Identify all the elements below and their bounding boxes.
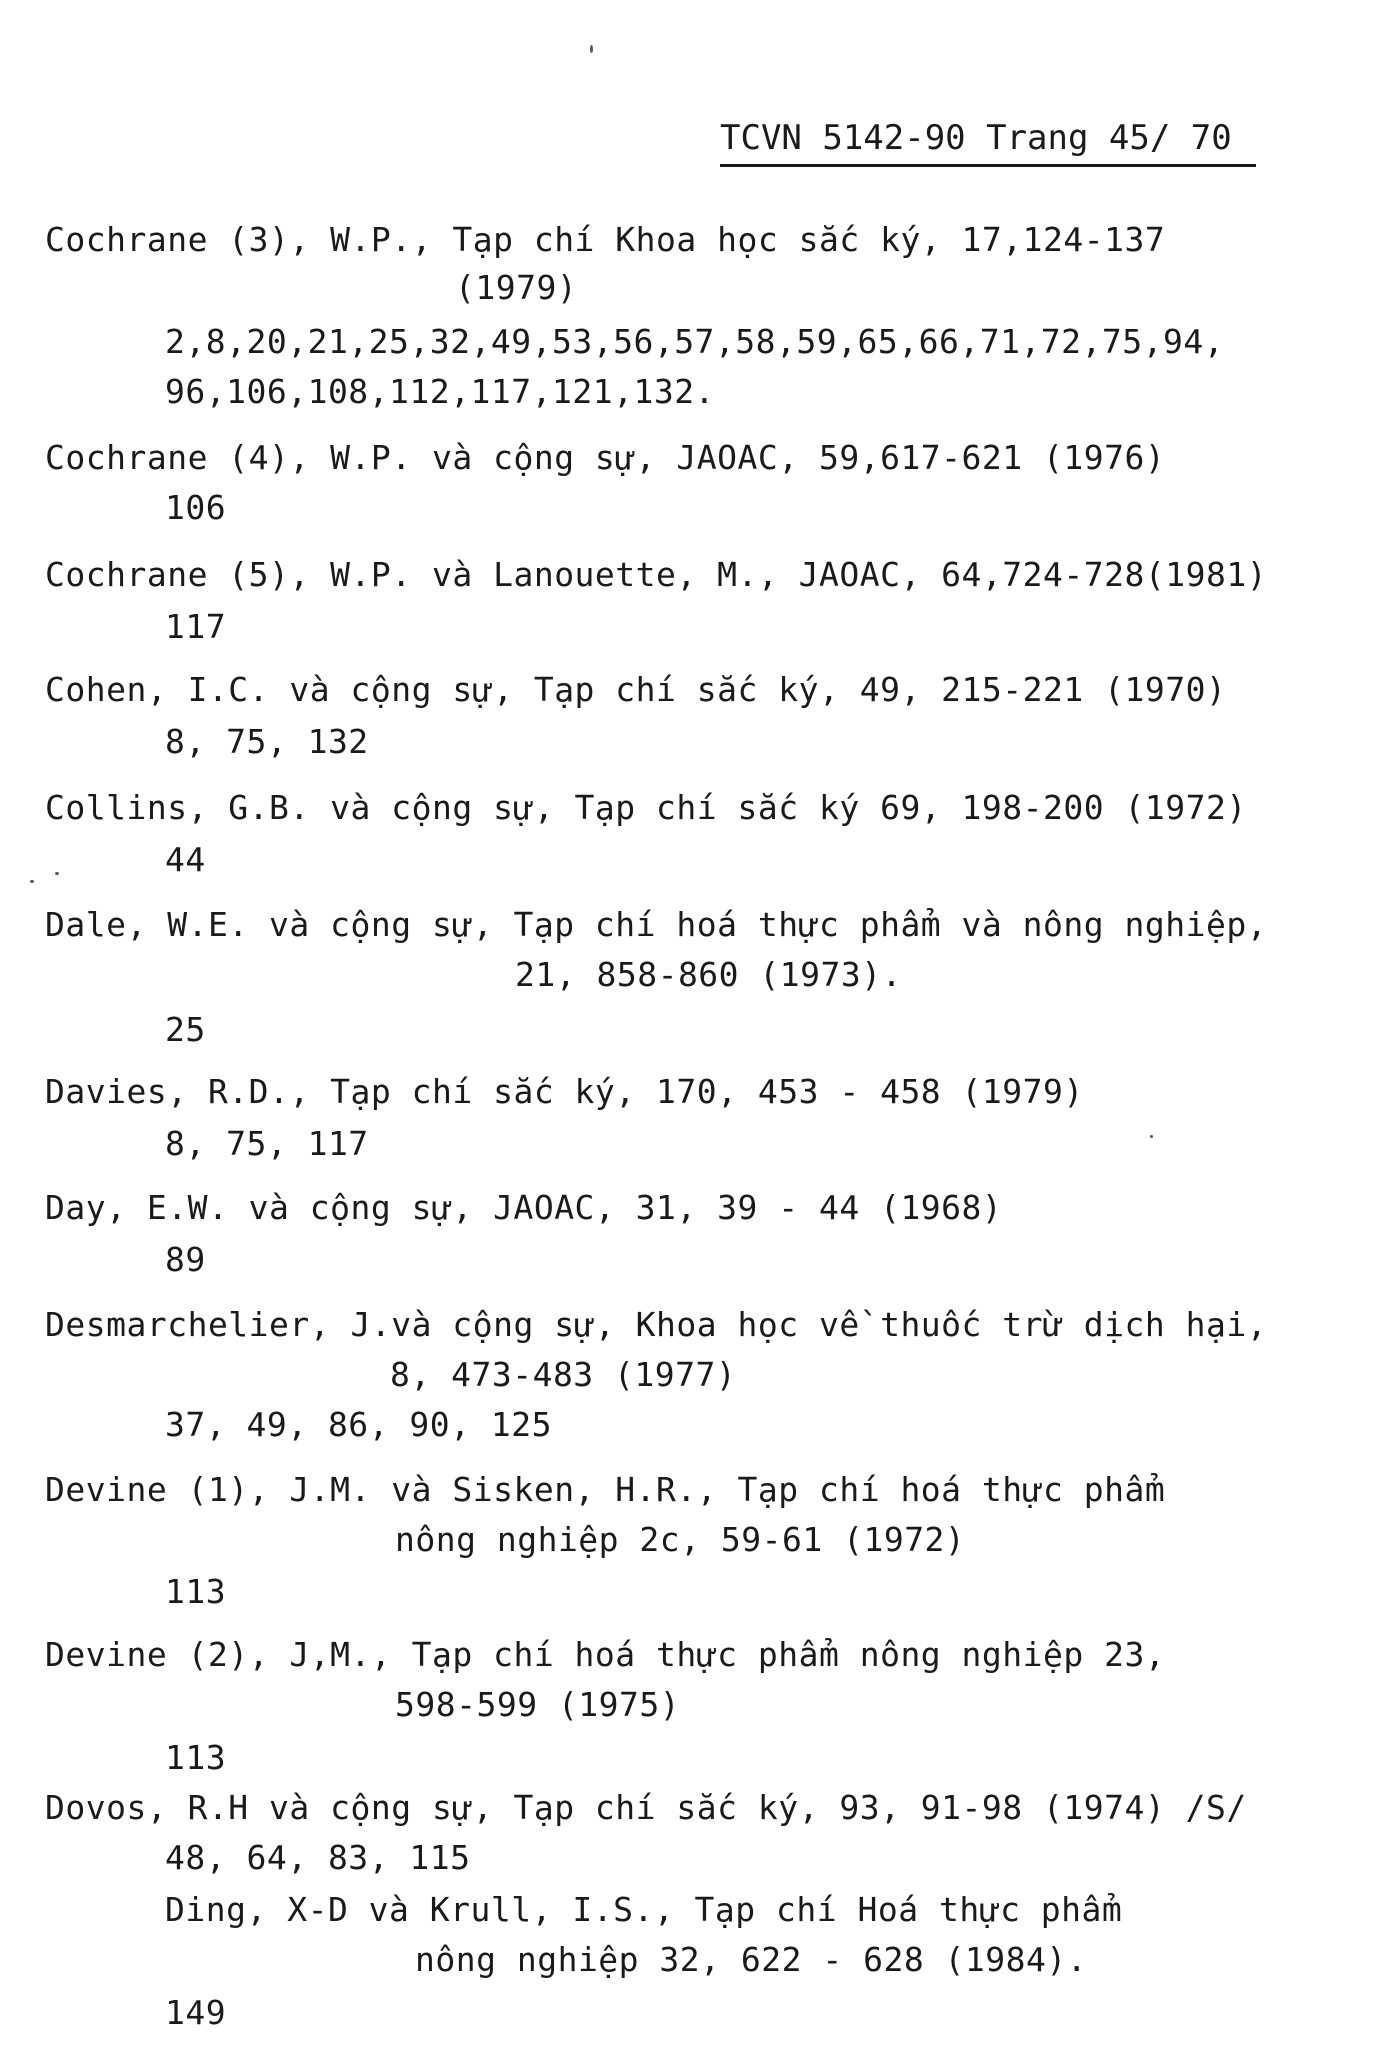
ref-title-line: Cochrane (5), W.P. và Lanouette, M., JAOAC, 64,724-728(1981) [45,555,1268,594]
ref-pages: 89 [165,1240,206,1279]
ref-title-continuation: nông nghiệp 32, 622 - 628 (1984). [415,1940,1088,1979]
ref-title-line: Collins, G.B. và cộng sự, Tạp chí sắc ký 69, 198-200 (1972) [45,788,1247,827]
ref-pages: 37, 49, 86, 90, 125 [165,1405,552,1444]
ref-title-continuation: (1979) [455,268,578,307]
ref-title-continuation: 21, 858-860 (1973). [515,955,902,994]
ref-title-line: Dovos, R.H và cộng sự, Tạp chí sắc ký, 93, 91-98 (1974) /S/ [45,1788,1247,1827]
ref-title-continuation: 598-599 (1975) [395,1685,681,1724]
ref-pages: 25 [165,1010,206,1049]
ref-title-line: Devine (1), J.M. và Sisken, H.R., Tạp chí hoá thực phẩm [45,1470,1166,1509]
ref-pages: 149 [165,1993,227,2032]
ref-title-line: Cohen, I.C. và cộng sự, Tạp chí sắc ký, 49, 215-221 (1970) [45,670,1227,709]
ref-pages: 44 [165,840,206,879]
scan-speck [30,880,34,883]
ref-pages: 117 [165,607,227,646]
page-header: TCVN 5142-90 Trang 45/ 70 [720,118,1256,167]
scan-speck [590,45,593,53]
ref-title-line: Day, E.W. và cộng sự, JAOAC, 31, 39 - 44 (1968) [45,1188,1003,1227]
ref-title-continuation: 8, 473-483 (1977) [390,1355,737,1394]
ref-title-line: Cochrane (4), W.P. và cộng sự, JAOAC, 59,617-621 (1976) [45,438,1166,477]
ref-title-line: Ding, X-D và Krull, I.S., Tạp chí Hoá thực phẩm [165,1890,1123,1929]
ref-title-line: Devine (2), J,M., Tạp chí hoá thực phẩm nông nghiệp 23, [45,1635,1166,1674]
ref-title-line: Cochrane (3), W.P., Tạp chí Khoa học sắc ký, 17,124-137 [45,220,1166,259]
ref-pages: 8, 75, 132 [165,722,369,761]
ref-title-continuation: nông nghiệp 2c, 59-61 (1972) [395,1520,966,1559]
scan-speck [1150,1135,1153,1138]
ref-pages: 106 [165,488,227,527]
scan-speck [55,872,59,875]
ref-title-line: Desmarchelier, J.và cộng sự, Khoa học về thuốc trừ dịch hại, [45,1305,1268,1344]
ref-pages: 113 [165,1572,227,1611]
ref-title-line: Dale, W.E. và cộng sự, Tạp chí hoá thực phẩm và nông nghiệp, [45,905,1268,944]
ref-pages-continuation: 96,106,108,112,117,121,132. [165,372,715,411]
ref-pages: 48, 64, 83, 115 [165,1838,471,1877]
ref-pages: 8, 75, 117 [165,1124,369,1163]
ref-title-line: Davies, R.D., Tạp chí sắc ký, 170, 453 - 458 (1979) [45,1072,1084,1111]
ref-pages: 2,8,20,21,25,32,49,53,56,57,58,59,65,66,71,72,75,94, [165,322,1225,361]
ref-pages: 113 [165,1738,227,1777]
